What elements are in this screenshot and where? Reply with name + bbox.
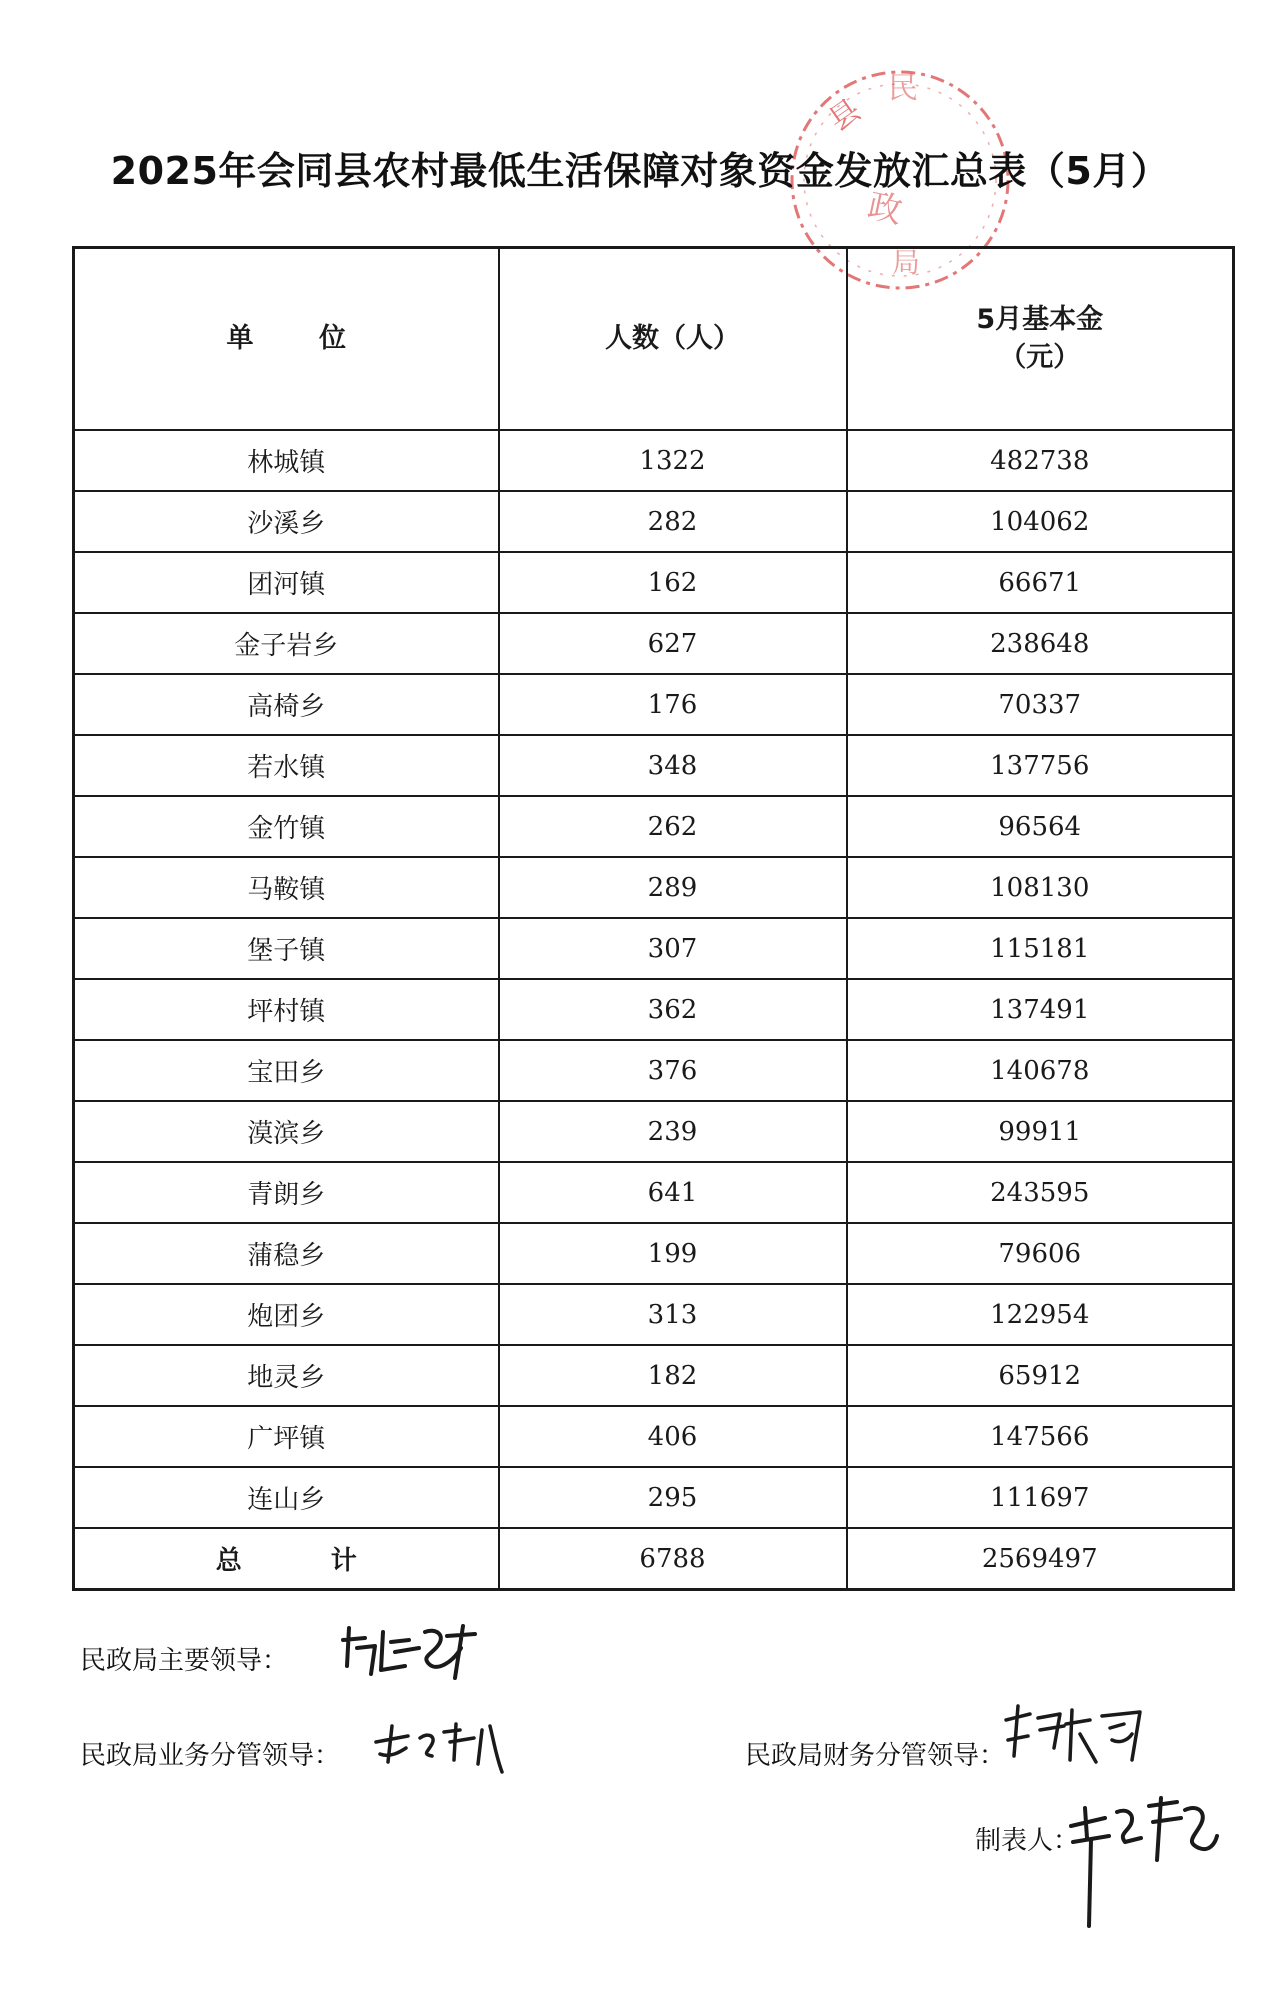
row-amount: 65912 <box>847 1345 1234 1406</box>
row-amount: 137756 <box>847 735 1234 796</box>
row-count: 307 <box>499 918 847 979</box>
row-count: 282 <box>499 491 847 552</box>
row-count: 199 <box>499 1223 847 1284</box>
svg-text:县: 县 <box>822 92 868 139</box>
table-row <box>74 1406 1234 1467</box>
total-amount: 2569497 <box>847 1528 1234 1590</box>
row-unit: 高椅乡 <box>74 674 499 735</box>
main-leader-label: 民政局主要领导： <box>80 1646 289 1676</box>
preparer-signature <box>1065 1790 1225 1930</box>
row-count: 362 <box>499 979 847 1040</box>
row-amount: 238648 <box>847 613 1234 674</box>
row-amount: 482738 <box>847 430 1234 491</box>
total-row <box>74 1528 1234 1590</box>
row-unit: 堡子镇 <box>74 918 499 979</box>
table-row <box>74 979 1234 1040</box>
row-unit: 团河镇 <box>74 552 499 613</box>
table-row <box>74 1101 1234 1162</box>
row-count: 182 <box>499 1345 847 1406</box>
row-unit: 金竹镇 <box>74 796 499 857</box>
svg-text:政: 政 <box>864 185 906 232</box>
row-amount: 115181 <box>847 918 1234 979</box>
row-unit: 马鞍镇 <box>74 857 499 918</box>
finance-leader-label: 民政局财务分管领导： <box>745 1741 1006 1771</box>
header-amount <box>847 248 1234 431</box>
svg-text:局: 局 <box>892 246 921 279</box>
row-count: 376 <box>499 1040 847 1101</box>
row-count: 289 <box>499 857 847 918</box>
row-count: 295 <box>499 1467 847 1528</box>
row-amount: 70337 <box>847 674 1234 735</box>
svg-text:民: 民 <box>888 71 918 106</box>
row-count: 348 <box>499 735 847 796</box>
table-row <box>74 857 1234 918</box>
row-amount: 99911 <box>847 1101 1234 1162</box>
page-title: 2025年会同县农村最低生活保障对象资金发放汇总表（5月） <box>110 149 1170 193</box>
table-row <box>74 613 1234 674</box>
row-unit: 若水镇 <box>74 735 499 796</box>
table-row <box>74 1040 1234 1101</box>
row-unit: 地灵乡 <box>74 1345 499 1406</box>
row-amount: 140678 <box>847 1040 1234 1101</box>
row-count: 313 <box>499 1284 847 1345</box>
row-amount: 111697 <box>847 1467 1234 1528</box>
table-row <box>74 1467 1234 1528</box>
header-count: 人数（人） <box>499 248 847 431</box>
row-amount: 66671 <box>847 552 1234 613</box>
row-unit: 金子岩乡 <box>74 613 499 674</box>
table-row <box>74 918 1234 979</box>
table-header-row <box>74 248 1234 431</box>
table-row <box>74 430 1234 491</box>
row-count: 1322 <box>499 430 847 491</box>
row-count: 627 <box>499 613 847 674</box>
header-amount-line1: 5月基本金 <box>976 304 1104 335</box>
row-unit: 青朗乡 <box>74 1162 499 1223</box>
row-amount: 104062 <box>847 491 1234 552</box>
table-row <box>74 735 1234 796</box>
row-unit: 坪村镇 <box>74 979 499 1040</box>
row-unit: 宝田乡 <box>74 1040 499 1101</box>
row-unit: 林城镇 <box>74 430 499 491</box>
row-unit: 连山乡 <box>74 1467 499 1528</box>
row-amount: 243595 <box>847 1162 1234 1223</box>
table-row <box>74 1345 1234 1406</box>
row-count: 406 <box>499 1406 847 1467</box>
table-row <box>74 1162 1234 1223</box>
row-amount: 79606 <box>847 1223 1234 1284</box>
table-row <box>74 796 1234 857</box>
table-row <box>74 674 1234 735</box>
row-amount: 137491 <box>847 979 1234 1040</box>
header-unit: 单 位 <box>74 248 499 431</box>
business-leader-label: 民政局业务分管领导： <box>80 1741 341 1771</box>
table-row <box>74 1223 1234 1284</box>
row-amount: 147566 <box>847 1406 1234 1467</box>
row-count: 262 <box>499 796 847 857</box>
row-amount: 96564 <box>847 796 1234 857</box>
row-unit: 广坪镇 <box>74 1406 499 1467</box>
row-unit: 蒲稳乡 <box>74 1223 499 1284</box>
table-row <box>74 552 1234 613</box>
row-unit: 沙溪乡 <box>74 491 499 552</box>
row-count: 176 <box>499 674 847 735</box>
row-count: 162 <box>499 552 847 613</box>
row-count: 641 <box>499 1162 847 1223</box>
row-count: 239 <box>499 1101 847 1162</box>
total-label: 总 计 <box>74 1528 499 1590</box>
table-row <box>74 491 1234 552</box>
finance-leader-signature <box>1000 1700 1150 1780</box>
row-unit: 漠滨乡 <box>74 1101 499 1162</box>
row-unit: 炮团乡 <box>74 1284 499 1345</box>
main-leader-signature <box>335 1618 485 1688</box>
row-amount: 122954 <box>847 1284 1234 1345</box>
header-amount-line2: （元） <box>999 342 1081 373</box>
row-amount: 108130 <box>847 857 1234 918</box>
table-row <box>74 1284 1234 1345</box>
preparer-label: 制表人： <box>975 1826 1080 1856</box>
business-leader-signature <box>370 1712 530 1782</box>
allowance-summary-table <box>72 246 1235 1591</box>
total-count: 6788 <box>499 1528 847 1590</box>
